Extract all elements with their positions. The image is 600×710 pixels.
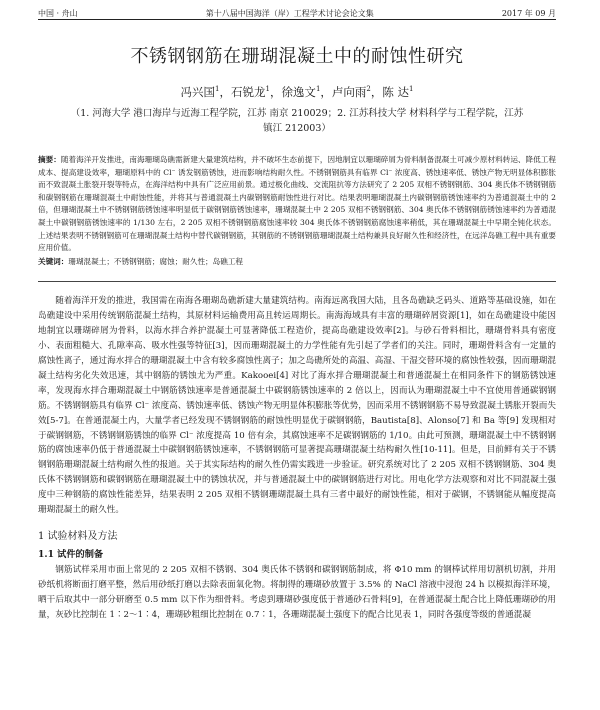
subsection-heading: 1.1 试件的制备	[38, 548, 104, 560]
abstract	[38, 154, 556, 255]
header-location: 中国 · 舟山	[38, 9, 78, 18]
keywords-label: 关键词：	[38, 256, 69, 266]
keywords	[38, 256, 556, 269]
author-separator: ，	[370, 85, 383, 99]
section-divider	[38, 281, 556, 282]
author-affiliation-mark: 2	[366, 85, 371, 94]
affiliations: （1. 河海大学 港口海岸与近海工程学院，江苏 南京 210029；2. 江苏科技大学 材料科学与工程学院，江苏 镇江 212003）	[70, 108, 524, 134]
abstract-label: 摘要：	[38, 155, 61, 164]
author-separator: ，	[320, 85, 332, 99]
author-affiliation-mark: 1	[215, 85, 220, 94]
author-name: 陈 达	[382, 85, 410, 99]
author-affiliation-mark: 1	[315, 85, 321, 94]
intro-paragraph: 随着海洋开发的推进，我国需在南海各珊瑚岛礁新建大量建筑结构。南海远离我国大陆，且各岛礁缺乏码头、道路等基础设施，如在岛礁建设中采用传统钢筋混凝土结构，其原材料运输费用高且转运周期长。南海海域具有丰富的珊瑚碎屑资源[1]，如在岛礁建设中能因地制宜以珊瑚碎屑为骨料，以海水拌合养护混凝土可显著降低工程造价，提高岛礁建设效率[2]。与砂石骨料相比，珊瑚骨料具有密度小、表面粗糙大、孔隙率高、吸水性强等特征[3]，因而珊瑚混凝土的力学性能有先引起了学者们的关注。同时，珊瑚骨料含有一定量的腐蚀性离子，通过海水拌合的珊瑚混凝土中含有较多腐蚀性离子；加之岛礁所处的高温、高湿、干湿交替环境的腐蚀性较强，因而珊瑚混凝土结构劣化失效迅速，其中钢筋的锈蚀尤为严重。Kakooei[4] 对比了海水拌合珊瑚混凝土和普通混凝土在相同条件下的钢筋锈蚀速率，发现海水拌合珊瑚混凝土中钢筋锈蚀速率是普通混凝土中碳钢筋锈蚀速率的 2 倍以上，因而认为珊瑚混凝土中不宜使用普通碳钢钢筋。不锈钢钢筋具有临界 Cl⁻ 浓度高、锈蚀速率低、锈蚀产物无明显体积膨胀等优势，因而采用不锈钢钢筋不易导致混凝土锈胀开裂而失效[5-7]。在普通混凝土内，大量学者已经发现不锈钢钢筋的耐蚀性明显优于碳钢钢筋，Bautista[8]、Alonso[7] 和 Ba 等[9] 发现相对于碳钢钢筋，不锈钢钢筋锈蚀的临界 Cl⁻ 浓度提高 10 倍有余，其腐蚀速率不足碳钢钢筋的 1/10。由此可预测，珊瑚混凝土中不锈钢钢筋的腐蚀速率仍低于普通混凝土中碳钢钢筋锈蚀速率，不锈钢钢筋可显著提高珊瑚混凝土结构耐久性[10-11]。但是，目前鲜有关于不锈钢钢筋珊瑚混凝土结构耐久性的报道。关于其实际结构的耐久性仍需实践进一步验证。研究系统对比了 2 205 双相不锈钢钢筋、304 奥氏体不锈钢钢筋和碳钢钢筋在珊瑚混凝土中的锈蚀状况，并与普通混凝土中的碳钢钢筋进行对比。用电化学方法观察和对比不同混凝土强度中三种钢筋的腐蚀性能差异，结果表明 2 205 双相不锈钢珊瑚混凝土具有三者中最好的耐蚀性能，相对于碳钢，不锈钢能从幅度提高珊瑚混凝土的耐久性。	[38, 296, 556, 516]
author-name: 石锐龙	[230, 85, 266, 99]
author-list	[38, 84, 556, 100]
author-affiliation-mark: 1	[409, 85, 414, 94]
author-separator: ，	[219, 85, 231, 99]
author-name: 冯兴国	[180, 85, 215, 99]
header-date: 2017 年 09 月	[501, 9, 556, 18]
header-proceedings: 第十八届中国海洋（岸）工程学术讨论会论文集	[205, 9, 374, 18]
author-name: 卢向雨	[331, 85, 367, 99]
author-separator: ，	[269, 85, 282, 99]
paper-title: 不锈钢钢筋在珊瑚混凝土中的耐蚀性研究	[130, 46, 464, 67]
section-heading: 1 试验材料及方法	[38, 530, 118, 542]
subsection-paragraph: 钢筋试样采用市面上常见的 2 205 双相不锈钢、304 奥氏体不锈钢和碳钢钢筋制成，将 Φ10 mm 的钢棒试样用切割机切割，并用砂纸机将断面打磨平整，然后用砂纸打磨以去除表面氧化物。将制得的珊瑚砂放置于 3.5% 的 NaCl 溶液中浸泡 24 h 以模拟海洋环境，晒干后取其中一部分研磨至 0.5 mm 以下作为细骨料。考虑到珊瑚砂强度低于普通砂石骨料[9]，在普通混凝土配合比上降低珊瑚砂的用量，灰砂比控制在 1∶2～1∶4，珊瑚砂粗细比控制在 0.7∶1，各珊瑚混凝土强度下的配合比见表 1，同时各强度等级的普通混凝	[38, 564, 556, 620]
running-header	[38, 0, 556, 20]
keywords-text: 珊瑚混凝土；不锈钢钢筋；腐蚀；耐久性；岛礁工程	[68, 256, 244, 266]
author-name: 徐逸文	[281, 85, 316, 99]
abstract-text: 随着海洋开发推进，南海珊瑚岛礁需新建大量建筑结构，并不破坏生态前提下，因地制宜以珊瑚碎屑为骨料制备混凝土可减少原材料转运、降低工程成本、提高建设效率，珊瑚原料中的 Cl⁻ 诱发钢筋锈蚀，进而影响结构耐久性。不锈钢钢筋具有临界 Cl⁻ 浓度高、锈蚀速率低、锈蚀产物无明显体积膨胀而不致混凝土胀裂开裂等特点，在海洋结构中具有广泛应用前景。通过极化曲线、交流阻抗等方法研究了 2 205 双相不锈钢钢筋、304 奥氏体不锈钢钢筋和碳钢钢筋在珊瑚混凝土中耐蚀性能，并将其与普通混凝土内碳钢钢筋耐蚀性进行对比。结果表明珊瑚混凝土内碳钢钢筋锈蚀速率约为普通混凝土中的 2 倍，但珊瑚混凝土中不锈钢钢筋锈蚀速率明显低于碳钢钢筋锈蚀速率，珊瑚混凝土中 2 205 双相不锈钢钢筋、304 奥氏体不锈钢钢筋锈蚀速率约为普通混凝土中碳钢钢筋锈蚀速率的 1/130 左右，2 205 双相不锈钢钢筋腐蚀速率较 304 奥氏体不锈钢钢筋腐蚀速率稍低，其在珊瑚混凝土中早期全钝化状态。上述结果表明不锈钢钢筋可在珊瑚混凝土结构中替代碳钢钢筋，其钢筋的不锈钢钢筋珊瑚混凝土结构兼具良好耐久性和经济性，在远洋岛礁工程中具有重要应用价值。	[38, 155, 556, 253]
author-affiliation-mark: 1	[265, 85, 270, 94]
